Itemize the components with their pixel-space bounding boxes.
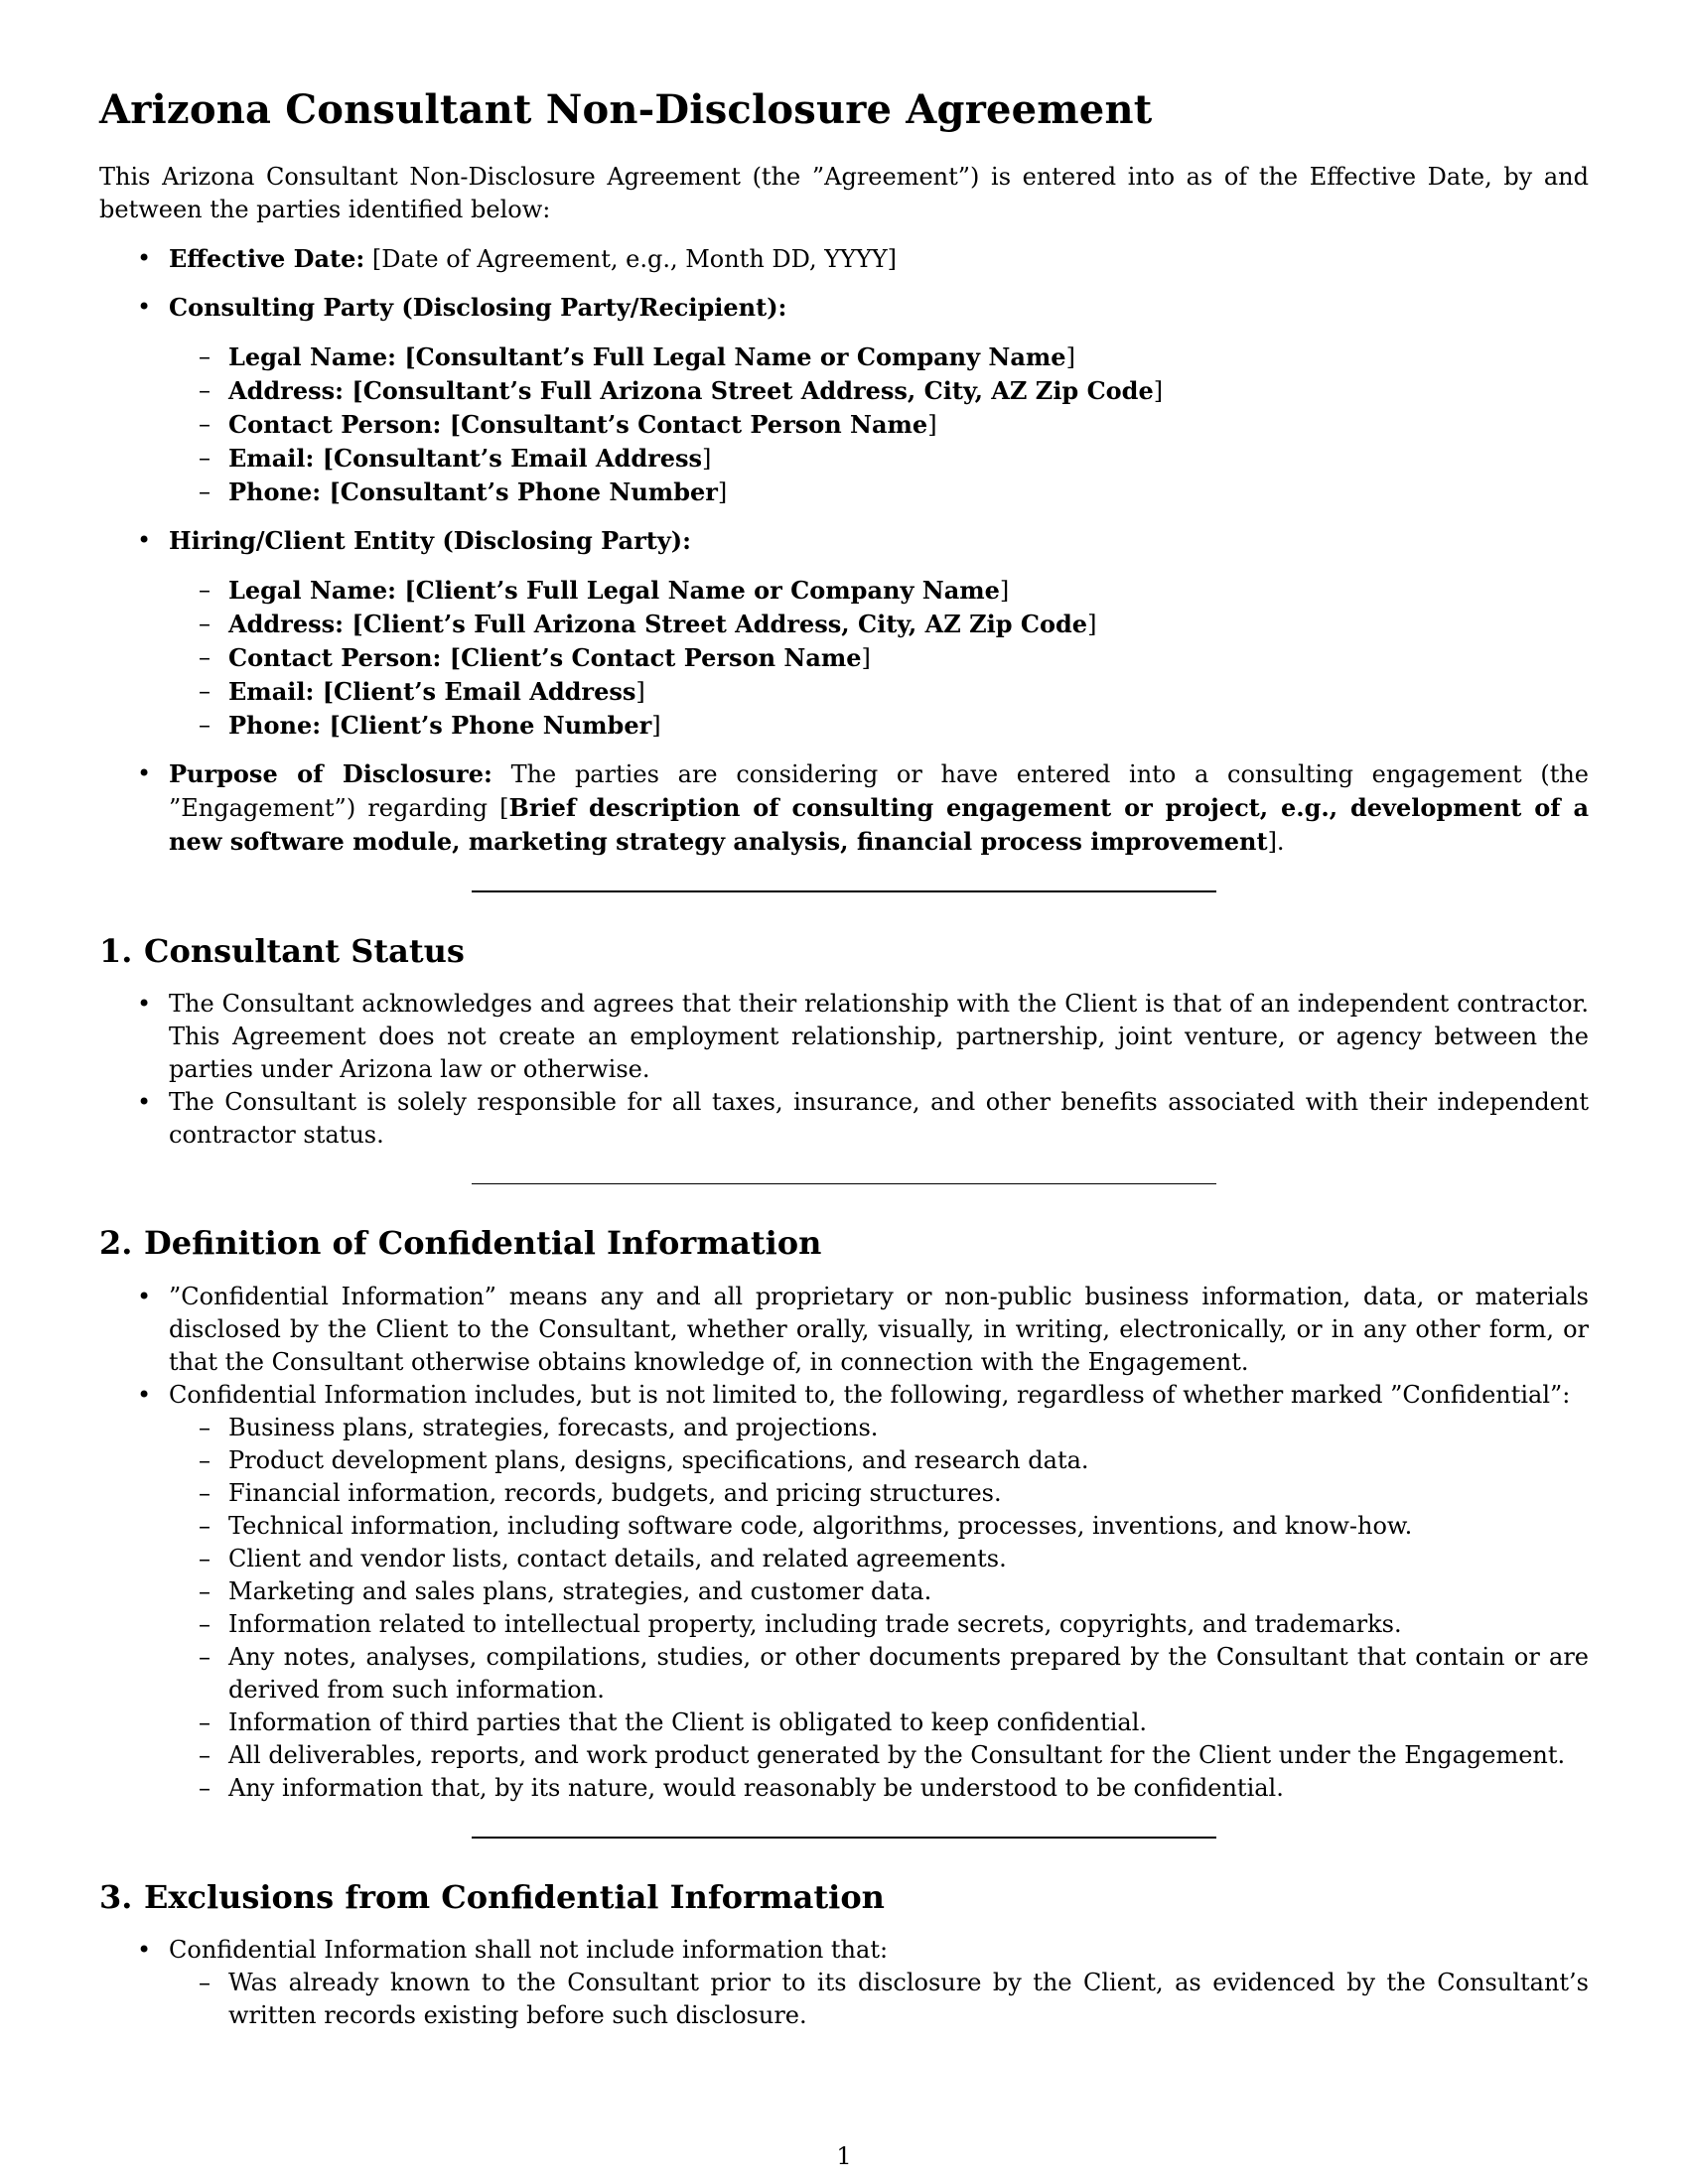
section-bullet-list bbox=[99, 988, 1589, 1152]
consultant-detail-label: Phone: bbox=[228, 478, 322, 506]
client-detail bbox=[228, 576, 1000, 605]
client-detail-item bbox=[169, 709, 1589, 743]
consultant-detail-bracket: ] bbox=[927, 411, 937, 439]
purpose-label: Purpose of Disclosure: bbox=[169, 759, 492, 788]
client-detail-value: [Client’s Full Legal Name or Company Name bbox=[404, 576, 1000, 605]
sub-bullet-list bbox=[169, 1967, 1589, 2032]
section-bullet-list bbox=[99, 1281, 1589, 1805]
bullet-text: Confidential Information includes, but is not limited to, the following, regardless of whether marked ”Confidential”: bbox=[169, 1380, 1571, 1409]
client-detail-bracket: ] bbox=[1087, 611, 1097, 638]
bullet-text: The Consultant is solely responsible for all taxes, insurance, and other benefits associated with their independent contractor status. bbox=[169, 1088, 1589, 1150]
consultant-detail bbox=[228, 376, 1154, 405]
consultant-detail-value: [Consultant’s Contact Person Name bbox=[449, 410, 928, 439]
consultant-detail-value: [Consultant’s Phone Number bbox=[329, 478, 718, 506]
client-detail-value: [Client’s Contact Person Name bbox=[449, 643, 862, 672]
client-detail-value: [Client’s Phone Number bbox=[329, 711, 652, 740]
document-page bbox=[99, 87, 1589, 2032]
consultant-detail-value: [Consultant’s Email Address bbox=[322, 444, 703, 473]
consultant-detail-bracket: ] bbox=[717, 478, 728, 506]
section-divider bbox=[472, 1837, 1216, 1839]
section-number: 1. bbox=[99, 932, 133, 970]
consultant-detail-value: [Consultant’s Full Arizona Street Address, City, AZ Zip Code bbox=[352, 376, 1154, 405]
sub-bullet: – Product development plans, designs, specifications, and research data. bbox=[169, 1444, 1589, 1477]
effective-date-value: [Date of Agreement, e.g., Month DD, YYYY] bbox=[371, 245, 898, 273]
sub-bullet: – Any information that, by its nature, would reasonably be understood to be confidential. bbox=[169, 1772, 1589, 1805]
sub-bullet: – All deliverables, reports, and work product generated by the Consultant for the Client under the Engagement. bbox=[169, 1739, 1589, 1772]
section-divider bbox=[472, 890, 1216, 892]
intro-paragraph: This Arizona Consultant Non-Disclosure Agreement (the ”Agreement”) is entered into as of the Effective Date, by and between the parties identified below: bbox=[99, 163, 1589, 223]
consultant-detail-bracket: ] bbox=[702, 445, 712, 473]
client-detail-item bbox=[169, 675, 1589, 709]
client-detail-bracket: ] bbox=[861, 644, 871, 672]
consulting-party-heading: Consulting Party (Disclosing Party/Recipient): bbox=[169, 293, 787, 322]
consultant-detail-bracket: ] bbox=[1153, 377, 1164, 405]
sub-bullet: – Information of third parties that the Client is obligated to keep confidential. bbox=[169, 1706, 1589, 1739]
consultant-detail-value: [Consultant’s Full Legal Name or Company Name bbox=[404, 342, 1066, 371]
client-detail-value: [Client’s Email Address bbox=[322, 677, 636, 706]
client-detail bbox=[228, 711, 651, 740]
client-detail-item bbox=[169, 574, 1589, 608]
client-detail bbox=[228, 610, 1087, 638]
consultant-details-list bbox=[169, 341, 1589, 509]
section-title: Exclusions from Confidential Information bbox=[144, 1877, 885, 1916]
consultant-detail bbox=[228, 444, 702, 473]
consultant-detail-bracket: ] bbox=[1065, 343, 1075, 371]
consultant-detail-item bbox=[169, 442, 1589, 476]
section-number: 2. bbox=[99, 1224, 133, 1263]
section-number: 3. bbox=[99, 1877, 133, 1916]
consultant-detail-item bbox=[169, 408, 1589, 442]
parties-list bbox=[99, 242, 1589, 859]
sub-bullet: – Information related to intellectual property, including trade secrets, copyrights, and trademarks. bbox=[169, 1608, 1589, 1641]
consultant-detail bbox=[228, 410, 927, 439]
consultant-detail-label: Address: bbox=[228, 376, 344, 405]
page-number: 1 bbox=[836, 2142, 852, 2170]
section-heading bbox=[99, 1878, 1589, 1916]
client-detail bbox=[228, 677, 635, 706]
client-detail-label: Legal Name: bbox=[228, 576, 396, 605]
section-bullet bbox=[99, 1086, 1589, 1152]
client-detail bbox=[228, 643, 862, 672]
consultant-detail-item bbox=[169, 476, 1589, 509]
client-detail-item bbox=[169, 641, 1589, 675]
bullet-text: The Consultant acknowledges and agrees that their relationship with the Client is that of an independent contractor. This Agreement does not create an employment relationship, partnership, joint venture, or agency between the parties under Arizona law or otherwise. bbox=[169, 990, 1589, 1084]
sub-bullet: – Financial information, records, budgets, and pricing structures. bbox=[169, 1477, 1589, 1510]
consultant-detail bbox=[228, 342, 1066, 371]
effective-date-item bbox=[99, 242, 1589, 276]
sub-bullet: – Client and vendor lists, contact details, and related agreements. bbox=[169, 1543, 1589, 1575]
section-bullet bbox=[99, 1379, 1589, 1805]
section-divider bbox=[472, 1183, 1216, 1184]
purpose-item bbox=[99, 757, 1589, 859]
document-title: Arizona Consultant Non-Disclosure Agreement bbox=[99, 86, 1153, 133]
client-detail-bracket: ] bbox=[635, 678, 645, 706]
bullet-text: Confidential Information shall not include information that: bbox=[169, 1936, 889, 1965]
client-detail-label: Address: bbox=[228, 610, 344, 638]
section-title: Definition of Confidential Information bbox=[144, 1224, 822, 1263]
bullet-text: ”Confidential Information” means any and all proprietary or non-public business information, data, or materials disclosed by the Client to the Consultant, whether orally, visually, in writing, electronically, or in any other form, or that the Consultant otherwise obtains knowledge of, in connection with the Engagement. bbox=[169, 1282, 1589, 1376]
client-detail-label: Phone: bbox=[228, 711, 322, 740]
section-heading bbox=[99, 932, 1589, 970]
sub-bullet: – Any notes, analyses, compilations, studies, or other documents prepared by the Consultant that contain or are derived from such information. bbox=[169, 1641, 1589, 1706]
client-detail-bracket: ] bbox=[999, 577, 1010, 605]
client-detail-item bbox=[169, 608, 1589, 641]
consultant-detail-label: Contact Person: bbox=[228, 410, 442, 439]
client-party-item bbox=[99, 524, 1589, 743]
consultant-detail-label: Legal Name: bbox=[228, 342, 396, 371]
client-detail-bracket: ] bbox=[651, 712, 661, 740]
client-party-heading: Hiring/Client Entity (Disclosing Party): bbox=[169, 526, 691, 555]
client-detail-label: Contact Person: bbox=[228, 643, 442, 672]
purpose-placeholder: Brief description of consulting engagement or project, e.g., development of a new software module, marketing strategy analysis, financial process improvement bbox=[169, 793, 1589, 856]
consulting-party-item bbox=[99, 291, 1589, 509]
section-bullet bbox=[99, 1281, 1589, 1379]
sub-bullet: – Was already known to the Consultant prior to its disclosure by the Client, as evidenced by the Consultant’s written records existing before such disclosure. bbox=[169, 1967, 1589, 2032]
client-detail-label: Email: bbox=[228, 677, 315, 706]
consultant-detail-item bbox=[169, 341, 1589, 374]
sub-bullet: – Business plans, strategies, forecasts, and projections. bbox=[169, 1412, 1589, 1444]
section-bullet bbox=[99, 988, 1589, 1086]
sections-container bbox=[99, 890, 1589, 2032]
purpose-text: The parties are considering or have entered into a consulting engagement (the ”Engagement”) regarding [ bbox=[169, 760, 1589, 822]
client-detail-value: [Client’s Full Arizona Street Address, City, AZ Zip Code bbox=[352, 610, 1088, 638]
section-bullet bbox=[99, 1934, 1589, 2032]
section-bullet-list bbox=[99, 1934, 1589, 2032]
sub-bullet: – Technical information, including software code, algorithms, processes, inventions, and know-how. bbox=[169, 1510, 1589, 1543]
section-heading bbox=[99, 1224, 1589, 1262]
client-details-list bbox=[169, 574, 1589, 743]
effective-date-label: Effective Date: bbox=[169, 244, 365, 273]
consultant-detail-item bbox=[169, 374, 1589, 408]
sub-bullet: – Marketing and sales plans, strategies, and customer data. bbox=[169, 1575, 1589, 1608]
purpose-close: ]. bbox=[1267, 828, 1285, 856]
section-title: Consultant Status bbox=[144, 932, 465, 970]
consultant-detail bbox=[228, 478, 718, 506]
consultant-detail-label: Email: bbox=[228, 444, 315, 473]
sub-bullet-list bbox=[169, 1412, 1589, 1805]
